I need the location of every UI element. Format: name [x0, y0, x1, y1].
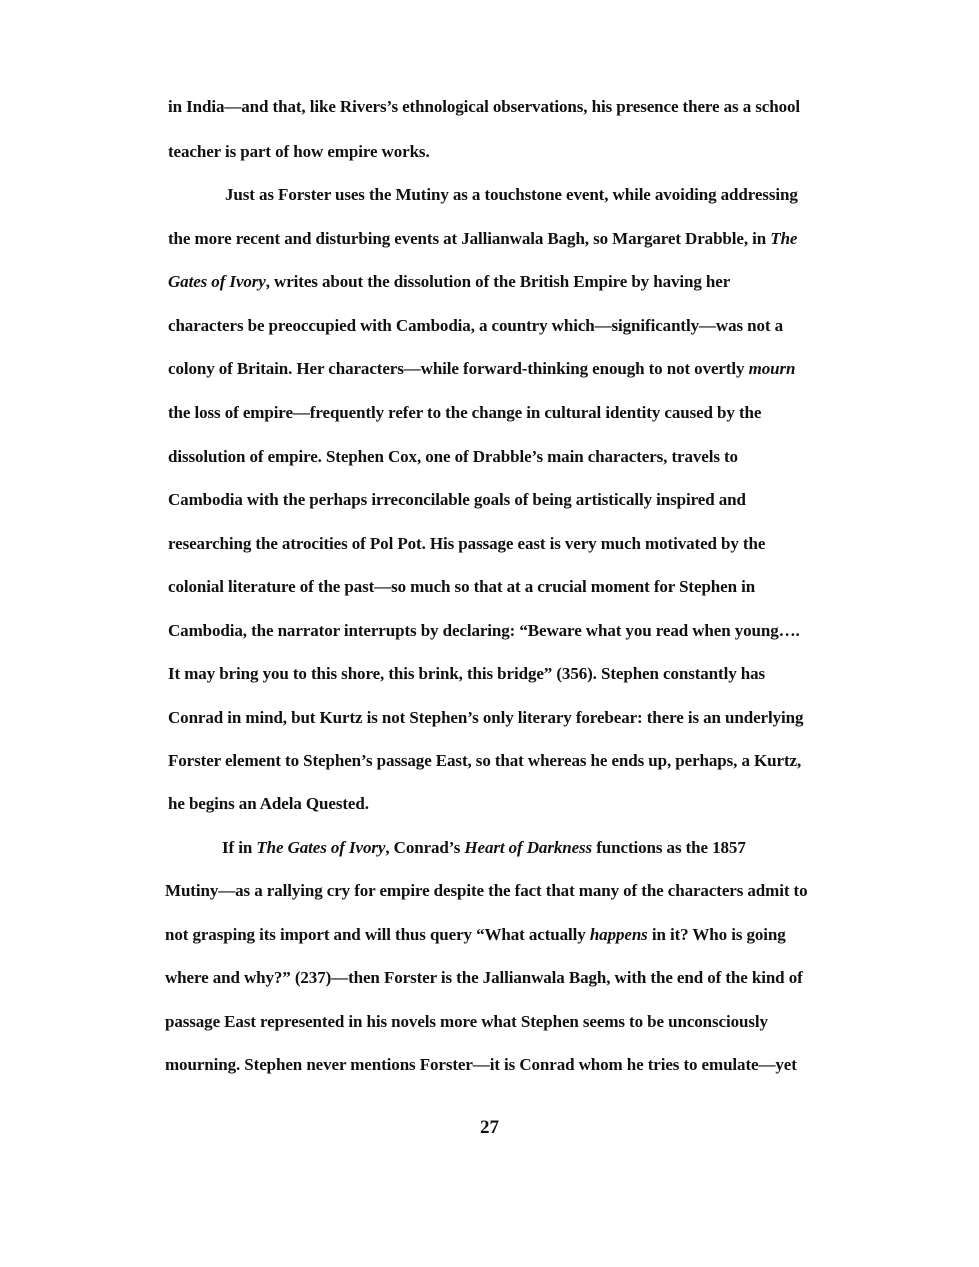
- text-line: passage East represented in his novels more what Stephen seems to be unconsciously: [165, 1012, 768, 1031]
- text-line: he begins an Adela Quested.: [168, 794, 369, 813]
- text-line: where and why?” (237)—then Forster is the Jallianwala Bagh, with the end of the kind of: [165, 968, 803, 987]
- text-line: Mutiny—as a rallying cry for empire despite the fact that many of the characters admit to: [165, 881, 808, 900]
- text-line: It may bring you to this shore, this brink, this bridge” (356). Stephen constantly has: [168, 664, 766, 683]
- text-line: Forster element to Stephen’s passage East, so that whereas he ends up, perhaps, a Kurtz,: [168, 751, 802, 770]
- text-line: Conrad in mind, but Kurtz is not Stephen’s only literary forebear: there is an underlying: [168, 708, 804, 727]
- text-line: in India—and that, like Rivers’s ethnological observations, his presence there as a school: [168, 97, 800, 116]
- text-line: Cambodia with the perhaps irreconcilable goals of being artistically inspired and: [168, 490, 746, 509]
- text-line: colony of Britain. Her characters—while forward-thinking enough to not overtly mourn: [168, 359, 796, 378]
- text-line: the loss of empire—frequently refer to the change in cultural identity caused by the: [168, 403, 762, 422]
- page-number: 27: [480, 1117, 499, 1138]
- text-line: If in The Gates of Ivory, Conrad’s Heart of Darkness functions as the 1857: [222, 838, 746, 857]
- text-line: colonial literature of the past—so much so that at a crucial moment for Stephen in: [168, 577, 756, 596]
- text-line: teacher is part of how empire works.: [168, 142, 430, 161]
- text-line: dissolution of empire. Stephen Cox, one of Drabble’s main characters, travels to: [168, 447, 738, 466]
- text-line: researching the atrocities of Pol Pot. His passage east is very much motivated by the: [168, 534, 766, 553]
- text-line: not grasping its import and will thus query “What actually happens in it? Who is going: [165, 925, 786, 944]
- text-line: Gates of Ivory, writes about the dissolution of the British Empire by having her: [168, 272, 731, 291]
- text-line: characters be preoccupied with Cambodia, a country which—significantly—was not a: [168, 316, 784, 335]
- text-line: Cambodia, the narrator interrupts by declaring: “Beware what you read when young….: [168, 621, 800, 640]
- text-line: Just as Forster uses the Mutiny as a touchstone event, while avoiding addressing: [225, 185, 798, 204]
- text-line: mourning. Stephen never mentions Forster—it is Conrad whom he tries to emulate—yet: [165, 1055, 797, 1074]
- text-line: the more recent and disturbing events at Jallianwala Bagh, so Margaret Drabble, in The: [168, 229, 798, 248]
